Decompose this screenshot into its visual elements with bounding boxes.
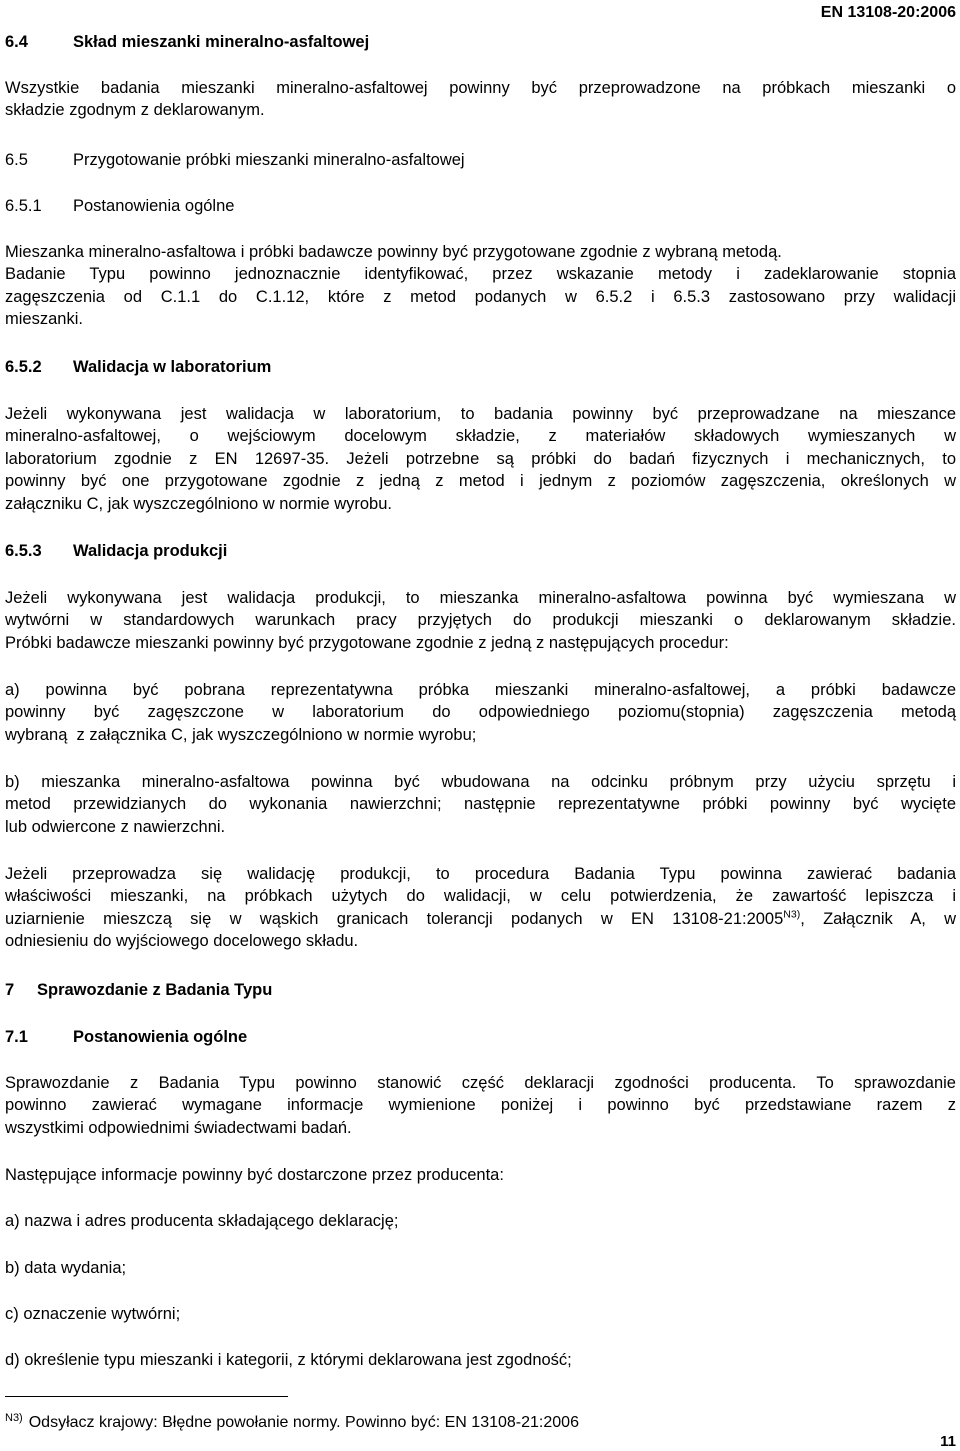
section-title: Walidacja produkcji <box>73 542 228 560</box>
text-line: Jeżeli wykonywana jest walidacja w laboratorium, to badania powinny być przeprowadzane na mieszance <box>5 405 956 423</box>
section-number: 6.5 <box>5 151 28 169</box>
text-line: Wszystkie badania mieszanki mineralno-asfaltowej powinny być przeprowadzone na próbkach mieszanki o <box>5 79 956 97</box>
text-line: mieszanki. <box>5 310 83 329</box>
footnote-reference: N3) <box>783 908 801 921</box>
section-6-4-paragraph <box>5 77 956 122</box>
footnote-separator <box>5 1396 288 1397</box>
text-line: zagęszczenia od C.1.1 do C.1.12, które z metod podanych w 6.5.2 i 6.5.3 zastosowano przy walidacji <box>5 287 956 306</box>
list-item: b) data wydania; <box>5 1259 127 1277</box>
text-line: Jeżeli przeprowadza się walidację produkcji, to procedura Badania Typu powinna zawierać badania <box>5 865 956 883</box>
document-code: EN 13108-20:2006 <box>820 4 956 21</box>
text-segment: uziarnienie mieszczą się w wąskich granicach tolerancji podanych w EN 13108-21:2005 <box>5 909 784 928</box>
text-line: wybraną z załącznika C, jak wyszczególniono w normie wyrobu; <box>5 725 477 744</box>
section-6-5-3-heading <box>5 540 956 562</box>
procedure-item-b <box>5 771 956 838</box>
section-title: Walidacja w laboratorium <box>73 358 272 376</box>
section-number: 7 <box>5 981 15 999</box>
list-item: d) określenie typu mieszanki i kategorii, z którymi deklarowana jest zgodność; <box>5 1351 572 1369</box>
text-line: mineralno-asfaltowej, o wejściowym docelowym składzie, z materiałów składowych wymieszanych w <box>5 427 956 446</box>
section-title: Skład mieszanki mineralno-asfaltowej <box>73 33 370 51</box>
section-title: Przygotowanie próbki mieszanki mineralno-asfaltowej <box>73 151 465 169</box>
footnote-text: Odsyłacz krajowy: Błędne powołanie normy. Powinno być: EN 13108-21:2006 <box>28 1414 579 1431</box>
text-line: Próbki badawcze mieszanki powinny być przygotowane zgodnie z jedną z następujących procedur: <box>5 633 729 652</box>
text-line: Mieszanka mineralno-asfaltowa i próbki badawcze powinny być przygotowane zgodnie z wybraną metodą. <box>5 243 782 261</box>
text-line: odniesieniu do wyjściowego docelowego składu. <box>5 932 359 951</box>
section-6-5-heading <box>5 149 956 171</box>
text-line: powinno zawierać wymagane informacje wymienione poniżej i powinno być przedstawiane razem z <box>5 1096 956 1115</box>
section-6-5-1-paragraph <box>5 241 956 331</box>
text-line: powinny być one przygotowane zgodnie z jedną z metod i jednym z poziomów zagęszczenia, określonych w <box>5 472 956 491</box>
footnote <box>5 1413 579 1433</box>
text-line: metod przewidzianych do wykonania nawierzchni; następnie reprezentatywne próbki powinny być wycięte <box>5 795 956 814</box>
section-6-4-heading <box>5 31 956 53</box>
text-line: b) mieszanka mineralno-asfaltowa powinna być wbudowana na odcinku próbnym przy użyciu sprzętu i <box>5 773 956 791</box>
section-number: 7.1 <box>5 1028 28 1046</box>
text-line: Badanie Typu powinno jednoznacznie identyfikować, przez wskazanie metody i zadeklarowanie stopnia <box>5 265 956 284</box>
section-6-5-1-heading <box>5 195 956 217</box>
section-6-5-2-paragraph <box>5 403 956 515</box>
text-line: Sprawozdanie z Badania Typu powinno stanowić część deklaracji zgodności producenta. To sprawozdanie <box>5 1074 956 1092</box>
procedure-item-a <box>5 679 956 746</box>
list-item: a) nazwa i adres producenta składającego deklarację; <box>5 1212 399 1230</box>
footnote-mark: N3) <box>5 1411 23 1424</box>
text-segment: , Załącznik A, w <box>800 909 957 928</box>
section-title: Postanowienia ogólne <box>73 1028 248 1046</box>
list-item: c) oznaczenie wytwórni; <box>5 1305 181 1323</box>
section-title: Sprawozdanie z Badania Typu <box>37 981 273 999</box>
section-number: 6.5.1 <box>5 197 42 215</box>
text-line: a) powinna być pobrana reprezentatywna próbka mieszanki mineralno-asfaltowej, a próbki badawcze <box>5 681 956 699</box>
text-line: lub odwiercone z nawierzchni. <box>5 817 226 836</box>
section-7-heading <box>5 979 956 1001</box>
section-6-5-3-paragraph <box>5 587 956 654</box>
text-line: wytwórni w standardowych warunkach pracy przyjętych do produkcji mieszanki o deklarowanym składzie. <box>5 611 956 630</box>
text-line: składzie zgodnym z deklarowanym. <box>5 101 265 120</box>
page-number: 11 <box>940 1433 956 1450</box>
section-number: 6.4 <box>5 33 28 51</box>
text-line: Jeżeli wykonywana jest walidacja produkcji, to mieszanka mineralno-asfaltowa powinna być wymieszana w <box>5 589 956 607</box>
text-line: właściwości mieszanki, na próbkach użytych do walidacji, w celu potwierdzenia, że zawartość lepiszcza i <box>5 887 956 906</box>
text-line: wszystkimi odpowiednimi świadectwami badań. <box>5 1118 352 1137</box>
section-6-5-2-heading <box>5 356 956 378</box>
section-number: 6.5.2 <box>5 358 42 376</box>
text-line: załączniku C, jak wyszczególniono w normie wyrobu. <box>5 494 392 513</box>
section-6-5-3-paragraph-2 <box>5 863 956 953</box>
section-7-1-paragraph-2: Następujące informacje powinny być dostarczone przez producenta: <box>5 1166 504 1184</box>
text-line <box>5 908 956 930</box>
section-title: Postanowienia ogólne <box>73 197 235 215</box>
section-number: 6.5.3 <box>5 542 42 560</box>
text-line: laboratorium zgodnie z EN 12697-35. Jeżeli potrzebne są próbki do badań fizycznych i mechanicznych, to <box>5 449 956 468</box>
text-line: powinny być zagęszczone w laboratorium do odpowiedniego poziomu(stopnia) zagęszczenia metodą <box>5 703 956 722</box>
section-7-1-heading <box>5 1026 956 1048</box>
section-7-1-paragraph <box>5 1072 956 1139</box>
